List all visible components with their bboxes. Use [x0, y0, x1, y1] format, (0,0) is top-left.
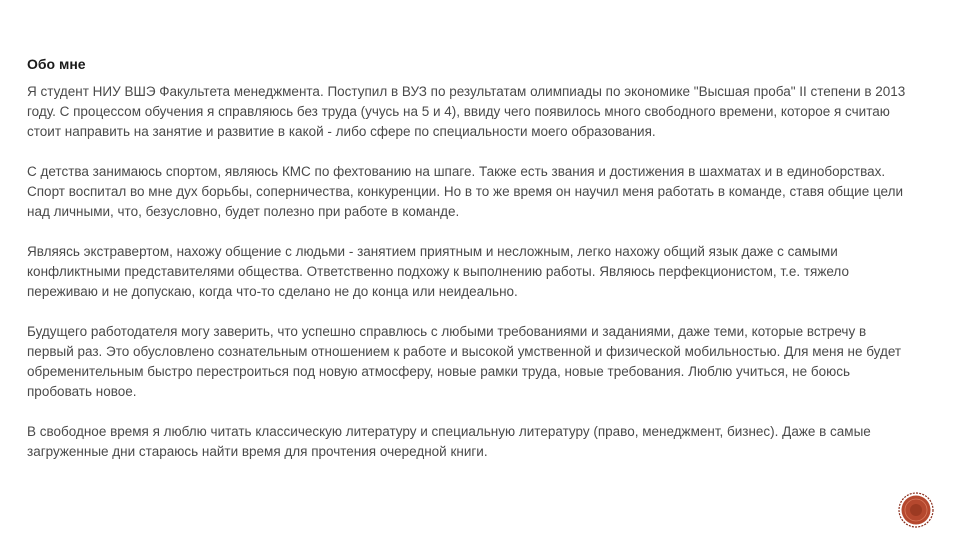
paragraph-4: Будущего работодателя могу заверить, что успешно справлюсь с любыми требованиями и заданиями, даже теми, которые встречу в первый раз. Это обусловлено сознательным отношением к работе и высокой умственной и физической мобильностью. Для меня не будет обременительным быстро перестроиться под новую атмосферу, новые рамки труда, новые требования. Люблю учиться, не боюсь пробовать новое. — [27, 324, 902, 399]
page-title: Обо мне — [27, 56, 86, 72]
paragraph-2: С детства занимаюсь спортом, являюсь КМС по фехтованию на шпаге. Также есть звания и достижения в шахматах и в единоборствах. Спорт воспитал во мне дух борьбы, соперничества, конкуренции. Но в то же время он научил меня работать в команде, ставя общие цели над личными, что, безусловно, будет полезно при работе в команде. — [27, 164, 904, 219]
content-area — [27, 56, 907, 482]
decorative-seal-icon — [898, 492, 934, 528]
seal-center — [910, 504, 922, 516]
paragraph-1: Я студент НИУ ВШЭ Факультета менеджмента. Поступил в ВУЗ по результатам олимпиады по экономике "Высшая проба" II степени в 2013 году. С процессом обучения я справляюсь без труда (учусь на 5 и 4), ввиду чего появилось много свободного времени, которое я считаю стоит направить на занятие и развитие в какой - либо сфере по специальности моего образования. — [27, 84, 906, 139]
paragraph-5: В свободное время я люблю читать классическую литературу и специальную литературу (право, менеджмент, бизнес). Даже в самые загруженные дни стараюсь найти время для прочтения очередной книги. — [27, 424, 871, 459]
paragraph-3: Являясь экстравертом, нахожу общение с людьми - занятием приятным и несложным, легко нахожу общий язык даже с самыми конфликтными представителями общества. Ответственно подхожу к выполнению работы. Являюсь перфекционистом, т.е. тяжело переживаю и не допускаю, когда что-то сделано не до конца или неидеально. — [27, 244, 849, 299]
